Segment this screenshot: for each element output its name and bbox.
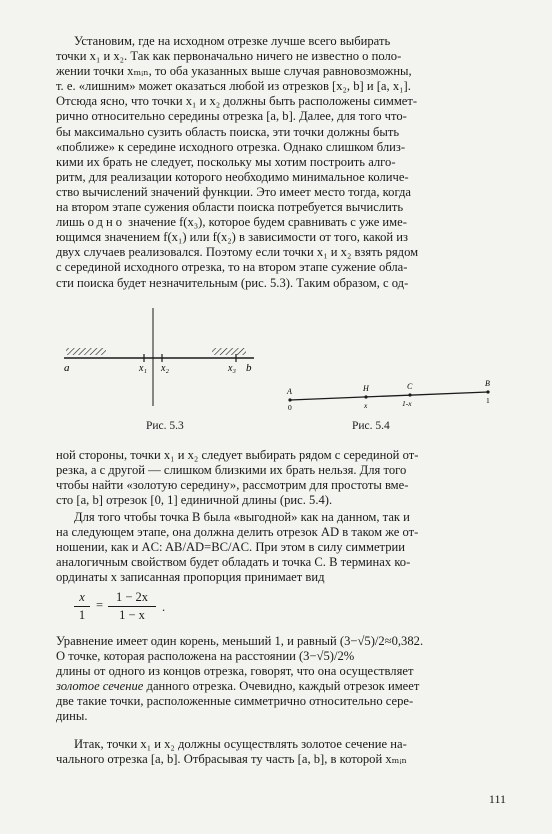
- point-a: [288, 398, 291, 401]
- text-line: точки x₁ и x₂. Так как первоначально ничего не известно о поло-: [56, 49, 402, 64]
- label-b: b: [246, 362, 252, 374]
- text-fragment: данного отрезка. Очевидно, каждый отрезок имеет: [146, 679, 420, 694]
- text-line: жении точки xₘᵢₙ, то оба указанных выше случая равновозможны,: [56, 64, 412, 79]
- fraction-bar: [74, 606, 90, 607]
- equals-sign: =: [96, 598, 104, 612]
- paragraph-4: [56, 634, 504, 725]
- label-x2: x₂: [161, 363, 169, 374]
- fraction-numerator: 1 − 2x: [115, 590, 149, 604]
- text-line: чтобы найти «золотую середину», рассмотрим для простоты вме-: [56, 478, 409, 493]
- fraction-numerator: x: [79, 590, 85, 604]
- point-c: [408, 393, 411, 396]
- text-line: с серединой исходного отрезка, то на втором этапе сужение обла-: [56, 260, 408, 275]
- text-line: Установим, где на исходном отрезке лучше всего выбирать: [74, 34, 391, 48]
- text-line: длины от одного из концов отрезка, говорят, что она осуществляет: [56, 664, 414, 679]
- figure-5-4-caption: Рис. 5.4: [352, 420, 390, 432]
- figure-5-3-diagram: [56, 298, 516, 438]
- label-x: x: [364, 401, 368, 410]
- label-x1: x₁: [139, 363, 147, 374]
- paragraph-2: [56, 448, 504, 508]
- label-zero: 0: [288, 403, 292, 412]
- paragraph-3: [56, 510, 504, 585]
- point-b: [364, 395, 367, 398]
- text-line: [56, 679, 504, 694]
- fraction-denominator: 1: [78, 608, 86, 622]
- text-line: ношении, как и AC: AB/AD=BC/AC. При этом в силу симметрии: [56, 540, 405, 555]
- text-line: Отсюда ясно, что точки x₁ и x₂ должны быть расположены симмет-: [56, 94, 418, 109]
- page-number: 111: [488, 792, 506, 806]
- text-line: [56, 215, 504, 230]
- label-upper-h: H: [363, 384, 369, 393]
- fraction-right: [108, 590, 156, 623]
- text-line: две такие точки, расположенные симметрично относительно сере-: [56, 694, 414, 709]
- unit-segment: [290, 392, 488, 400]
- text-line: О точке, которая расположена на расстоянии (3−√5)/2%: [56, 649, 355, 664]
- paragraph-5: [56, 737, 504, 767]
- paragraph-1: [56, 34, 504, 291]
- text-line: ритм, для реализации которого необходимо минимальное количе-: [56, 169, 409, 184]
- text-line: Уравнение имеет один корень, меньший 1, и равный (3−√5)/2≈0,382.: [56, 634, 424, 648]
- hatched-segment-left: [66, 348, 106, 355]
- label-one: 1: [486, 396, 490, 405]
- figures-row: [56, 298, 516, 438]
- text-line: на втором этапе сужения области поиска потребуется вычислить: [56, 200, 404, 215]
- fraction-bar: [108, 606, 156, 607]
- label-upper-c: C: [407, 382, 413, 391]
- text-line: кими их брать не следует, поскольку мы хотим построить алго-: [56, 154, 396, 169]
- text-line: Итак, точки x₁ и x₂ должны осуществлять золотое сечение на-: [74, 737, 407, 751]
- text-line: дины.: [56, 709, 88, 724]
- text-line: ной стороны, точки x₁ и x₂ следует выбирать рядом с серединой от-: [56, 448, 419, 462]
- text-line: бы максимально сузить область поиска, эти точки должны быть: [56, 124, 400, 139]
- text-line: двух случаев реализовался. Поэтому если точки x₁ и x₂ взять рядом: [56, 245, 419, 260]
- italic-term: золотое сечение: [56, 679, 144, 694]
- text-line: чального отрезка [a, b]. Отбрасывая ту часть [a, b], в которой xₘᵢₙ: [56, 752, 407, 767]
- text-line: сти поиска будет незначительным (рис. 5.3). Таким образом, с од-: [56, 275, 409, 290]
- text-line: рично относительно середины отрезка [a, b]. Далее, для того что-: [56, 109, 407, 124]
- text-line: аналогичным свойством будет обладать и точка C. В терминах ко-: [56, 555, 411, 570]
- text-fragment: лишь: [56, 215, 85, 230]
- fraction-left: [74, 590, 90, 623]
- hatched-segment-right: [212, 348, 246, 355]
- label-a: a: [64, 362, 70, 374]
- text-line: т. е. «лишним» может оказаться любой из отрезков [x₂, b] и [a, x₁].: [56, 79, 411, 94]
- text-line: ющимся значением f(x₁) или f(x₂) в зависимости от того, какой из: [56, 230, 408, 245]
- label-upper-a: A: [287, 387, 292, 396]
- label-one-minus-x: 1-x: [402, 399, 412, 408]
- proportion-formula: [74, 590, 234, 624]
- text-line: сто [a, b] отрезок [0, 1] единичной длины (рис. 5.4).: [56, 493, 333, 508]
- formula-period: .: [162, 600, 166, 614]
- text-line: на следующем этапе, она должна делить отрезок AD в таком же от-: [56, 525, 419, 540]
- emphasis-spaced: одно: [87, 215, 126, 230]
- fraction-denominator: 1 − x: [119, 608, 145, 622]
- label-upper-b: B: [485, 379, 490, 388]
- text-line: «поближе» к середине исходного отрезка. Однако слишком близ-: [56, 139, 406, 154]
- text-line: ординаты x записанная пропорция принимает вид: [56, 570, 325, 585]
- label-x3: x₃: [228, 363, 236, 374]
- text-fragment: значение f(x₃), которое будем сравнивать с уже име-: [128, 215, 407, 230]
- text-line: ство вычислений значений функции. Это имеет место тогда, когда: [56, 184, 411, 199]
- text-line: Для того чтобы точка B была «выгодной» как на данном, так и: [74, 510, 410, 524]
- figure-5-3-caption: Рис. 5.3: [146, 420, 184, 432]
- text-line: резка, а с другой — слишком близкими их брать нельзя. Для того: [56, 463, 407, 478]
- point-d: [486, 390, 489, 393]
